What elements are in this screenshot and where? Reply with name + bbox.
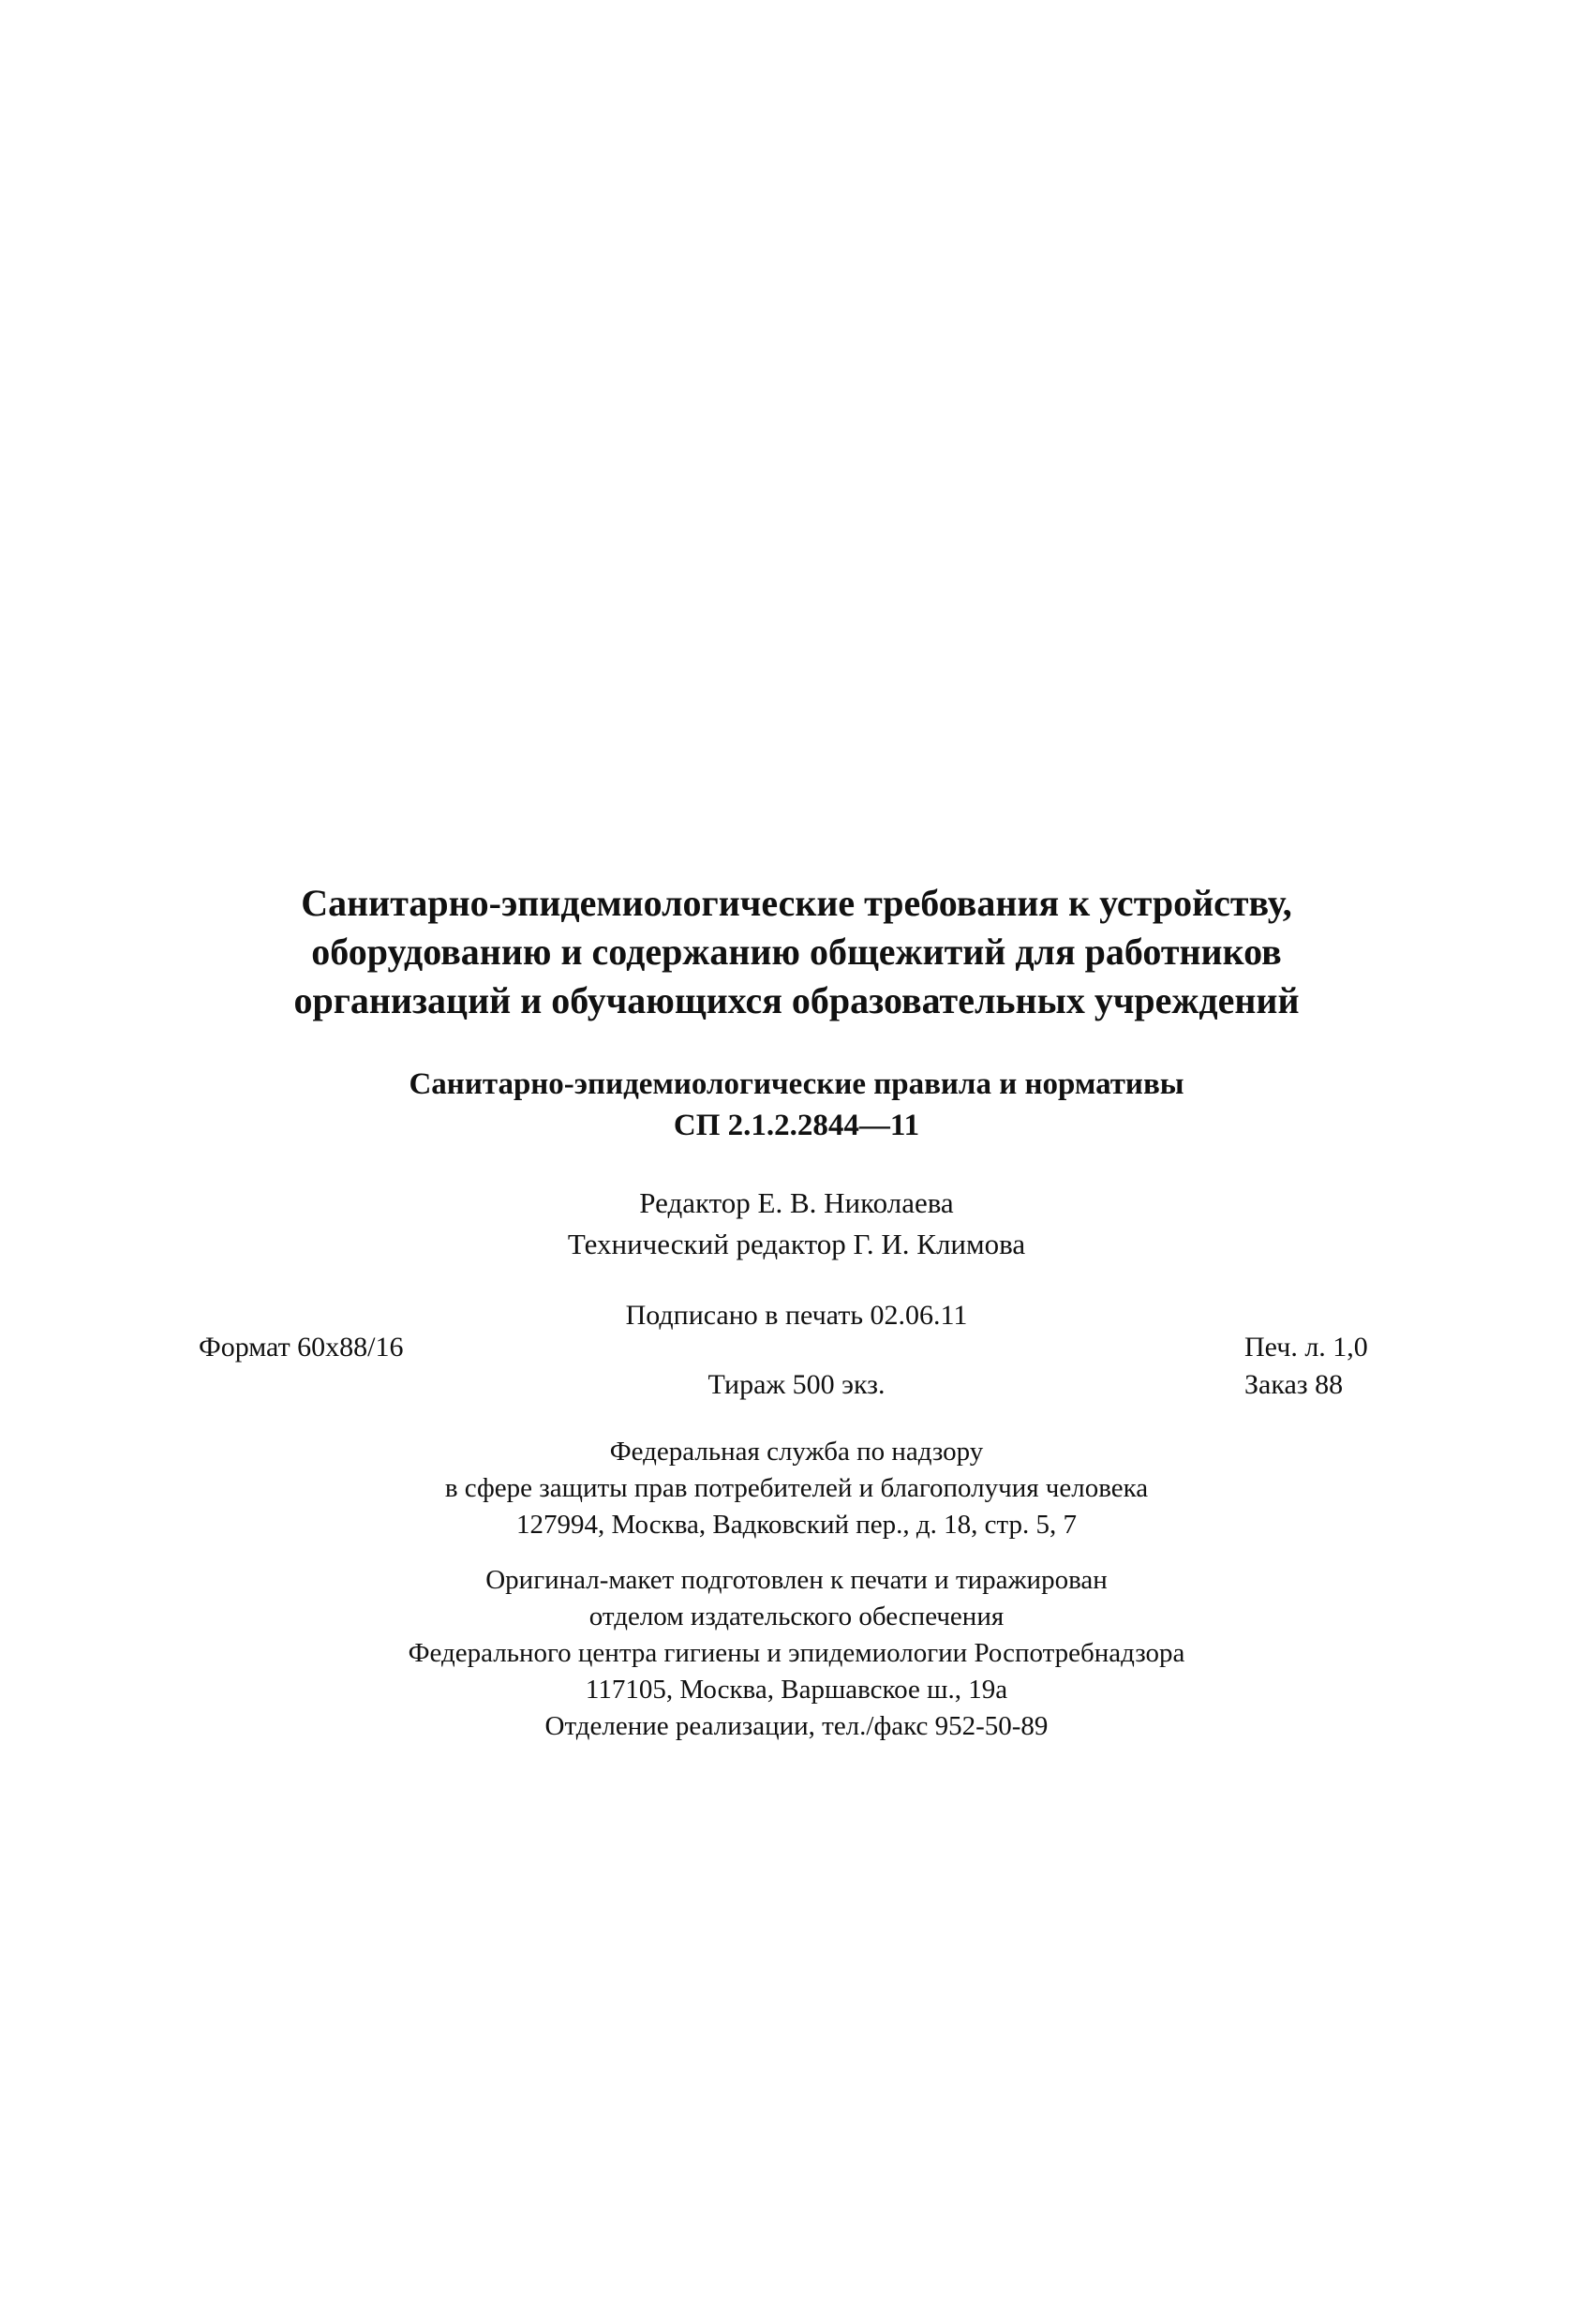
document-subtitle — [0, 1064, 1593, 1146]
publisher-line: в сфере защиты прав потребителей и благополучия человека — [444, 1473, 1149, 1503]
document-title — [0, 879, 1593, 1025]
editor-name: Редактор Е. В. Николаева — [639, 1186, 954, 1219]
editors-block — [0, 1183, 1593, 1265]
title-line: оборудованию и содержанию общежитий для работников — [311, 931, 1282, 973]
publisher-block — [0, 1434, 1593, 1543]
order-number: Заказ 88 — [1244, 1369, 1344, 1400]
publisher-line: Федеральная служба по надзору — [609, 1437, 984, 1467]
print-run: Тираж 500 экз. — [707, 1369, 886, 1400]
makeup-address: 117105, Москва, Варшавское ш., 19а — [585, 1675, 1008, 1705]
document-code: СП 2.1.2.2844—11 — [673, 1109, 920, 1142]
publisher-address: 127994, Москва, Вадковский пер., д. 18, стр. 5, 7 — [515, 1510, 1078, 1540]
signed-for-print: Подписано в печать 02.06.11 — [625, 1300, 968, 1331]
title-line: Санитарно-эпидемиологические требования к устройству, — [301, 882, 1292, 924]
makeup-block — [0, 1562, 1593, 1745]
makeup-line: Оригинал-макет подготовлен к печати и тиражирован — [485, 1565, 1108, 1595]
makeup-contact: Отделение реализации, тел./факс 952-50-89 — [544, 1711, 1049, 1741]
makeup-line: Федерального центра гигиены и эпидемиологии Роспотребнадзора — [408, 1638, 1185, 1668]
title-line: организаций и обучающихся образовательных учреждений — [293, 979, 1300, 1021]
subtitle-line: Санитарно-эпидемиологические правила и нормативы — [409, 1067, 1184, 1101]
tech-editor-name: Технический редактор Г. И. Климова — [567, 1228, 1026, 1260]
makeup-line: отделом издательского обеспечения — [588, 1601, 1005, 1631]
paper-format: Формат 60x88/16 — [199, 1332, 404, 1363]
print-sheets: Печ. л. 1,0 — [1244, 1332, 1368, 1363]
